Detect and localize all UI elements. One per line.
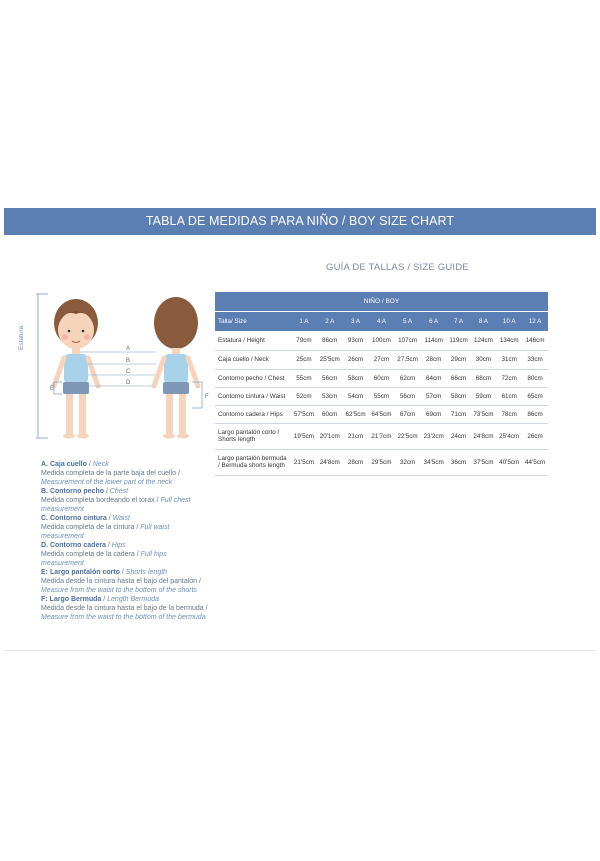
table-cell: 64'5cm — [368, 405, 394, 423]
table-cell: 55cm — [368, 387, 394, 405]
row-label: Caja cuello / Neck — [215, 350, 291, 369]
table-cell: 28cm — [421, 350, 447, 369]
boy-illustration — [24, 290, 214, 450]
table-cell: 54cm — [343, 387, 369, 405]
table-cell: 24'8cm — [317, 449, 343, 475]
table-header-row — [215, 312, 548, 332]
table-cell: 26cm — [522, 423, 548, 449]
table-cell: 34'5cm — [421, 449, 447, 475]
column-header-size: Talla/ Size — [215, 312, 291, 332]
table-cell: 119cm — [447, 331, 471, 350]
row-label: Largo pantalón corto / Shorts length — [215, 423, 291, 449]
table-cell: 21'7cm — [368, 423, 394, 449]
legend-en: Waist — [112, 515, 130, 522]
table-cell: 27cm — [368, 350, 394, 369]
table-row — [215, 369, 548, 387]
table-cell: 25'5cm — [317, 350, 343, 369]
table-cell: 29cm — [447, 350, 471, 369]
legend-desc-en: Measurement of the lower part of the neck — [41, 479, 173, 486]
table-cell: 22'5cm — [394, 423, 420, 449]
legend-item-bermuda: F: Largo Bermuda / Length Bermuda Medida desde la cintura hasta el bajo de la bermuda / Measure from the waist to the bottom of the bermuda — [41, 596, 208, 621]
legend-desc-en: Full chest measurement — [41, 497, 191, 513]
size-table — [215, 292, 548, 476]
table-cell: 26cm — [343, 350, 369, 369]
legend-key: C. Contorno cintura — [41, 515, 107, 522]
table-cell: 21cm — [343, 423, 369, 449]
legend-en: Length Bermuda — [107, 596, 159, 603]
marker-d: D — [126, 380, 131, 386]
row-label: Contorno cintura / Waist — [215, 387, 291, 405]
column-header: 8 A — [470, 312, 496, 332]
measurement-figure — [18, 290, 214, 450]
column-header: 3 A — [343, 312, 369, 332]
legend-en: Shorts length — [125, 569, 168, 576]
row-label: Contorno cadera / Hips — [215, 405, 291, 423]
legend-key: A. Caja cuello — [41, 461, 87, 468]
table-cell: 52cm — [291, 387, 317, 405]
legend-key: D. Contorno cadera — [41, 542, 106, 549]
table-row — [215, 331, 548, 350]
row-label: Contorno pecho / Chest — [215, 369, 291, 387]
table-title: NIÑO / BOY — [215, 292, 548, 312]
table-cell: 36cm — [447, 449, 471, 475]
table-cell: 27,5cm — [394, 350, 420, 369]
table-cell: 55cm — [291, 369, 317, 387]
table-cell: 30cm — [470, 350, 496, 369]
table-cell: 80cm — [522, 369, 548, 387]
legend-item-chest: B. Contorno pecho / Chest Medida completa bordeando el torax / Full chest measurement — [41, 488, 191, 513]
table-cell: 73'5cm — [470, 405, 496, 423]
table-cell: 58cm — [447, 387, 471, 405]
page-title: TABLA DE MEDIDAS PARA NIÑO / BOY SIZE CHART — [4, 208, 596, 235]
table-cell: 62'5cm — [343, 405, 369, 423]
table-cell: 146cm — [522, 331, 548, 350]
legend-desc-en: Full waist measurement — [41, 524, 170, 540]
table-cell: 32cm — [394, 449, 420, 475]
column-header: 6 A — [421, 312, 447, 332]
table-cell: 24cm — [447, 423, 471, 449]
marker-f: F — [205, 394, 209, 400]
legend-desc-es: Medida completa bordeando el torax / — [41, 497, 159, 504]
table-cell: 68cm — [470, 369, 496, 387]
table-cell: 53cm — [317, 387, 343, 405]
table-cell: 33cm — [522, 350, 548, 369]
column-header: 4 A — [368, 312, 394, 332]
table-row — [215, 350, 548, 369]
table-cell: 65cm — [522, 387, 548, 405]
legend-item-waist: C. Contorno cintura / Waist Medida completa de la cintura / Full waist measurement — [41, 515, 170, 540]
legend-item-shorts: E: Largo pantalón corto / Shorts length Medida desde la cintura hasta el bajo del pantalón / Measure from the waist to the bottom of the shorts — [41, 569, 201, 594]
legend-desc-es: Medida completa de la cadera / — [41, 551, 139, 558]
size-chart-sheet — [4, 208, 596, 651]
table-cell: 64cm — [421, 369, 447, 387]
table-row — [215, 387, 548, 405]
table-cell: 57'5cm — [291, 405, 317, 423]
measurement-legend — [41, 460, 211, 622]
marker-c: C — [126, 369, 131, 375]
column-header: 12 A — [522, 312, 548, 332]
table-cell: 24'8cm — [470, 423, 496, 449]
legend-desc-es: Medida completa de la parte baja del cuello / — [41, 470, 180, 477]
legend-desc-en: Measure from the waist to the bottom of the bermuda — [41, 614, 206, 621]
table-cell: 28cm — [343, 449, 369, 475]
legend-item-hips: D. Contorno cadera / Hips Medida completa de la cadera / Full hips measurement — [41, 542, 167, 567]
table-cell: 134cm — [496, 331, 522, 350]
table-cell: 86cm — [522, 405, 548, 423]
legend-key: B. Contorno pecho — [41, 488, 104, 495]
legend-desc-es: Medida desde la cintura hasta el bajo del pantalón / — [41, 578, 201, 585]
table-cell: 72cm — [496, 369, 522, 387]
legend-en: Hips — [111, 542, 126, 549]
table-cell: 60cm — [317, 405, 343, 423]
table-cell: 79cm — [291, 331, 317, 350]
table-cell: 31cm — [496, 350, 522, 369]
table-cell: 37'5cm — [470, 449, 496, 475]
table-cell: 25'4cm — [496, 423, 522, 449]
column-header: 2 A — [317, 312, 343, 332]
table-cell: 61cm — [496, 387, 522, 405]
table-cell: 100cm — [368, 331, 394, 350]
legend-desc-en: Measure from the waist to the bottom of the shorts — [41, 587, 198, 594]
row-label: Estatura / Height — [215, 331, 291, 350]
marker-a: A — [126, 346, 131, 352]
table-cell: 93cm — [343, 331, 369, 350]
legend-en: Neck — [92, 461, 109, 468]
column-header: 10 A — [496, 312, 522, 332]
table-cell: 57cm — [421, 387, 447, 405]
table-row — [215, 449, 548, 475]
table-cell: 78cm — [496, 405, 522, 423]
table-cell: 114cm — [421, 331, 447, 350]
legend-desc-en: Full hips measurement — [41, 551, 167, 567]
table-cell: 25cm — [291, 350, 317, 369]
table-cell: 20'1cm — [317, 423, 343, 449]
table-cell: 29'5cm — [368, 449, 394, 475]
table-cell: 40'5cm — [496, 449, 522, 475]
column-header: 1 A — [291, 312, 317, 332]
table-cell: 60cm — [368, 369, 394, 387]
legend-desc-es: Medida completa de la cintura / — [41, 524, 139, 531]
size-guide-heading: GUÍA DE TALLAS / SIZE GUIDE — [326, 262, 469, 273]
table-cell: 23'2cm — [421, 423, 447, 449]
column-header: 5 A — [394, 312, 420, 332]
table-cell: 59cm — [470, 387, 496, 405]
legend-key: E: Largo pantalón corto — [41, 569, 120, 576]
legend-desc-es: Medida desde la cintura hasta el bajo de la bermuda / — [41, 605, 208, 612]
column-header: 7 A — [447, 312, 471, 332]
marker-e: E — [50, 386, 55, 392]
table-cell: 58cm — [343, 369, 369, 387]
table-cell: 62cm — [394, 369, 420, 387]
table-cell: 66cm — [447, 369, 471, 387]
table-cell: 107cm — [394, 331, 420, 350]
legend-item-neck: A. Caja cuello / Neck Medida completa de la parte baja del cuello / Measurement of the lower part of the neck — [41, 461, 180, 486]
table-cell: 71cm — [447, 405, 471, 423]
legend-en: Chest — [109, 488, 129, 495]
row-label: Largo pantalón bermuda / Bermuda shorts length — [215, 449, 291, 475]
table-cell: 19'5cm — [291, 423, 317, 449]
table-cell: 44'5cm — [522, 449, 548, 475]
height-label: Estatura — [18, 325, 25, 350]
legend-key: F: Largo Bermuda — [41, 596, 102, 603]
table-cell: 21'5cm — [291, 449, 317, 475]
table-cell: 56cm — [394, 387, 420, 405]
table-cell: 69cm — [421, 405, 447, 423]
table-cell: 124cm — [470, 331, 496, 350]
table-row — [215, 423, 548, 449]
table-cell: 67cm — [394, 405, 420, 423]
table-cell: 56cm — [317, 369, 343, 387]
table-row — [215, 405, 548, 423]
table-cell: 86cm — [317, 331, 343, 350]
marker-b: B — [126, 358, 131, 364]
